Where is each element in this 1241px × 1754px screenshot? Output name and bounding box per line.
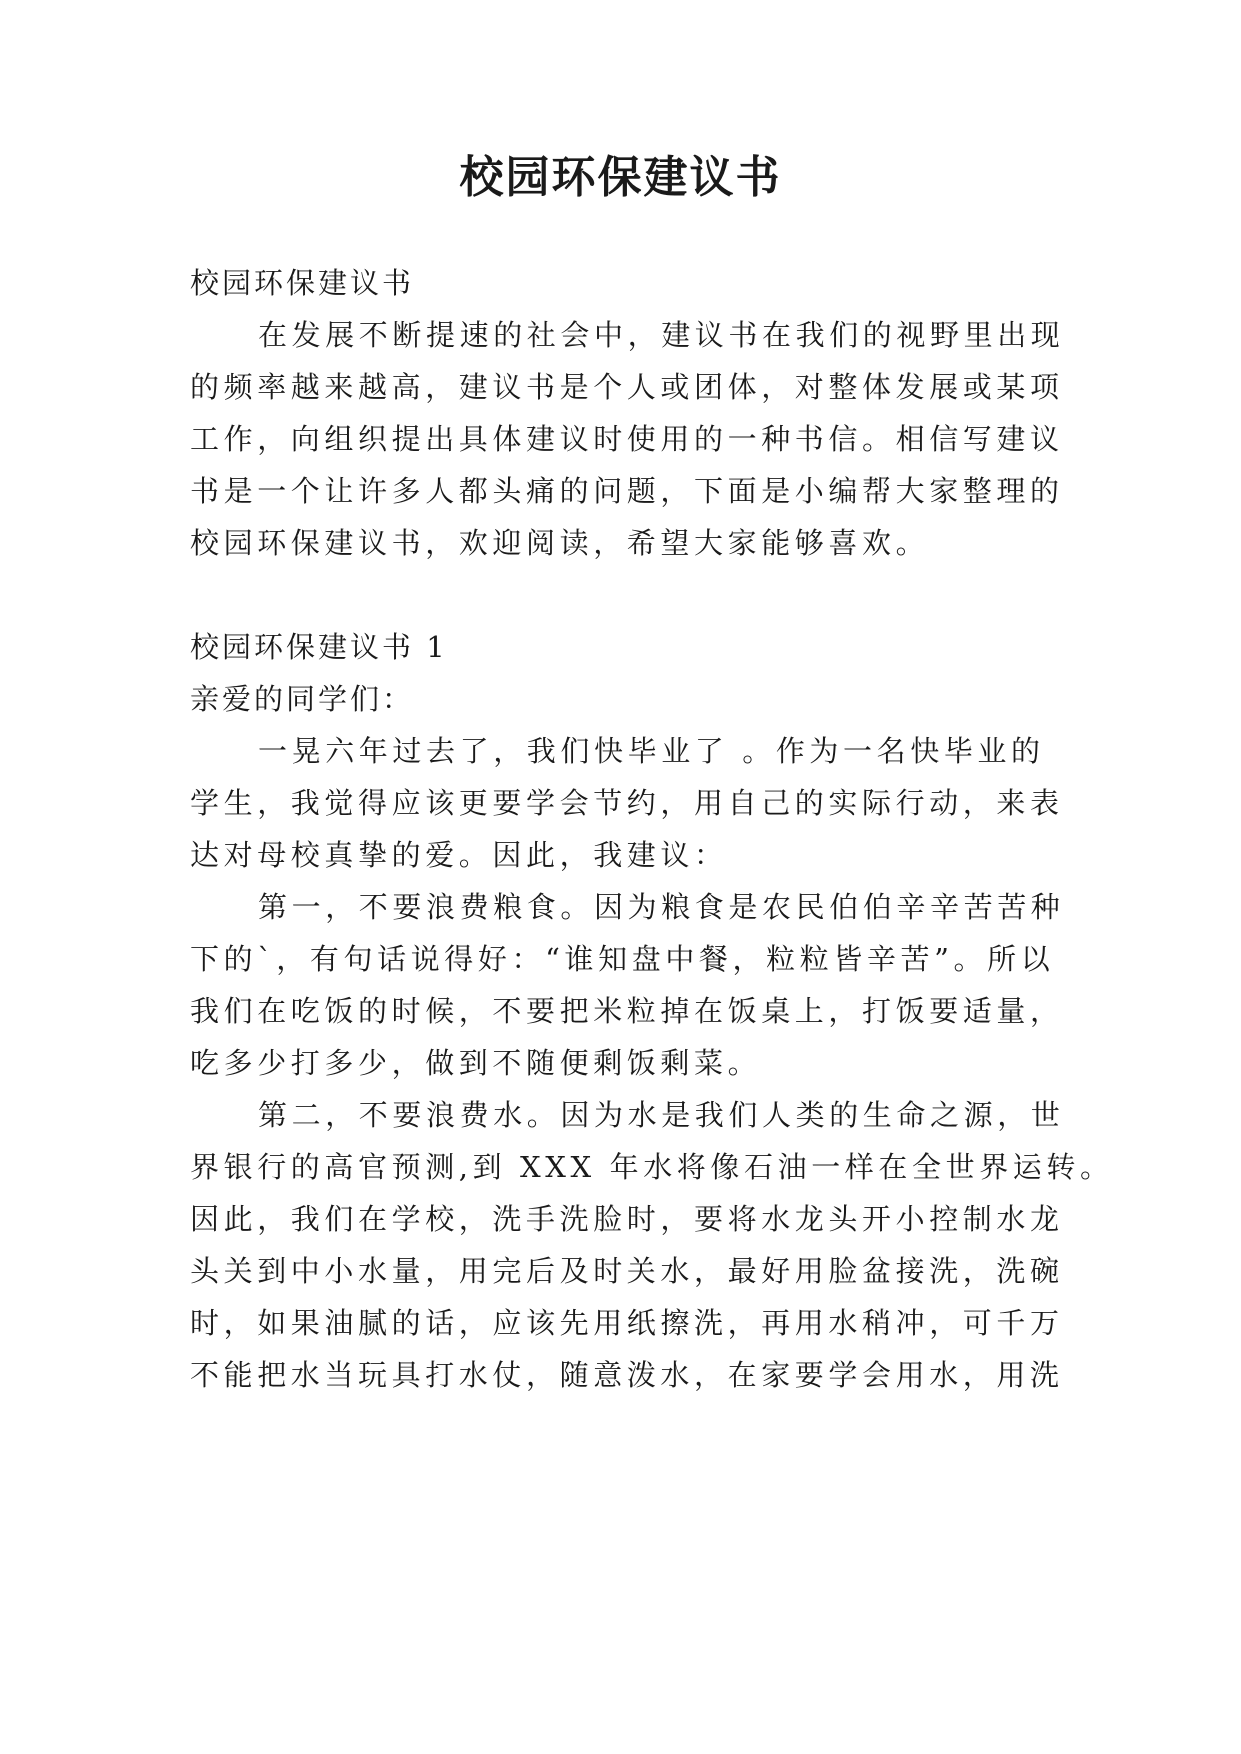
paragraph-line: 吃多少打多少，做到不随便剩饭剩菜。 [190,1046,762,1080]
section-heading: 校园环保建议书 [190,266,415,300]
paragraph-line: 学生，我觉得应该更要学会节约，用自己的实际行动，来表 [190,786,1064,820]
paragraph-line: 我们在吃饭的时候，不要把米粒掉在饭桌上，打饭要适量， [190,994,1064,1028]
paragraph-line: 下的`，有句话说得好：“谁知盘中餐，粒粒皆辛苦”。所以 [190,942,1055,976]
paragraph-line: 第二，不要浪费水。因为水是我们人类的生命之源，世 [258,1098,1065,1132]
salutation: 亲爱的同学们： [190,682,415,716]
paragraph-line: 一晃六年过去了，我们快毕业了 。作为一名快毕业的 [258,734,1045,768]
paragraph-line: 时，如果油腻的话，应该先用纸擦洗，再用水稍冲，可千万 [190,1306,1064,1340]
paragraph-line: 因此，我们在学校，洗手洗脸时，要将水龙头开小控制水龙 [190,1202,1064,1236]
paragraph-line: 在发展不断提速的社会中，建议书在我们的视野里出现 [258,318,1065,352]
paragraph-line: 第一，不要浪费粮食。因为粮食是农民伯伯辛辛苦苦种 [258,890,1065,924]
paragraph-line: 头关到中小水量，用完后及时关水，最好用脸盆接洗，洗碗 [190,1254,1064,1288]
document-title: 校园环保建议书 [459,152,782,203]
paragraph-line: 校园环保建议书，欢迎阅读，希望大家能够喜欢。 [190,526,930,560]
paragraph-line: 界银行的高官预测,到 XXX 年水将像石油一样在全世界运转。 [190,1150,1114,1184]
paragraph-line: 的频率越来越高，建议书是个人或团体，对整体发展或某项 [190,370,1064,404]
section-heading: 校园环保建议书 1 [190,630,448,664]
paragraph-line: 达对母校真挚的爱。因此，我建议： [190,838,728,872]
paragraph-line: 工作，向组织提出具体建议时使用的一种书信。相信写建议 [190,422,1064,456]
paragraph-line: 书是一个让许多人都头痛的问题，下面是小编帮大家整理的 [190,474,1064,508]
paragraph-line: 不能把水当玩具打水仗，随意泼水，在家要学会用水，用洗 [190,1358,1064,1392]
